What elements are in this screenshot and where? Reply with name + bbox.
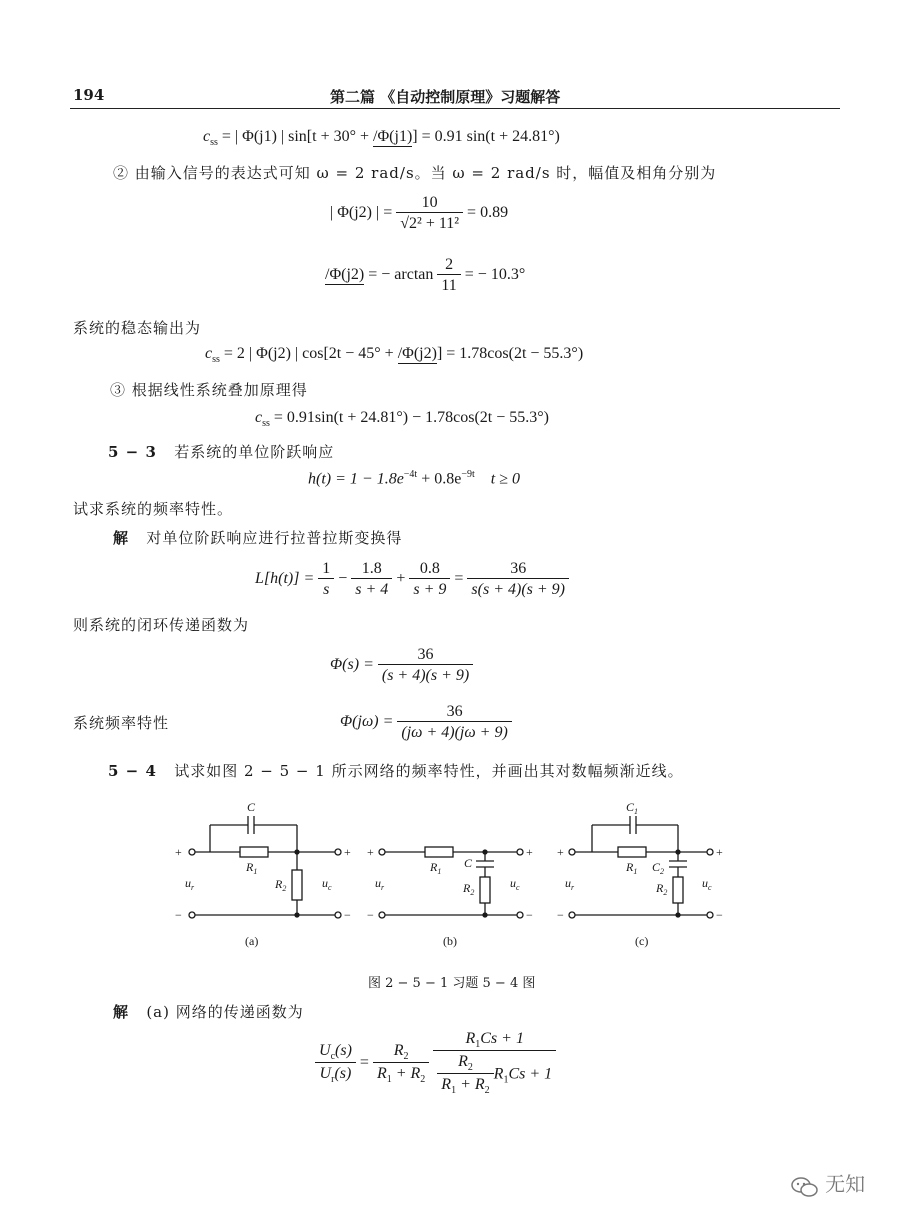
circuit-c-ur-label: $u_r$ xyxy=(565,876,575,892)
freq-char-label: 系统频率特性 xyxy=(73,714,170,732)
page-number: 194 xyxy=(73,86,105,104)
circuit-a-plus-in: + xyxy=(175,845,182,859)
circuit-a-r1-label: $R_1$ xyxy=(246,860,258,876)
circuit-b-plus-in: + xyxy=(367,845,374,859)
circuit-a-minus-in: − xyxy=(175,908,182,922)
running-header: 第二篇 《自动控制原理》习题解答 xyxy=(330,88,561,106)
magnitude-equation: | Φ(j2) | = $\frac{10}{\text{√2² + 11²}}$ = 0.89 xyxy=(330,194,509,232)
transfer-function-equation: $\frac{U_c(s)}{U_r(s)}$ = $\frac{R_2}{R_1 + R_2}$ $R_1Cs + 1$ $\frac{R_2}{R_1 + R_2}$ $R_1Cs + 1$ xyxy=(315,1030,556,1097)
freq-char-equation: Φ(jω) = $\frac{36}{(j\omega + 4)(j\omega + 9)}$ xyxy=(340,703,512,742)
closed-loop-equation: Φ(s) = $\frac{36}{(s + 4)(s + 9)}$ xyxy=(330,646,473,685)
css-equation-1: $c_{ss}$ = | Φ(j1) | sin[t + 30° + /Φ(j1)] = 0.91 sin(t + 24.81°) xyxy=(203,128,560,149)
circuit-b xyxy=(379,847,523,918)
item-3-text: ③ 根据线性系统叠加原理得 xyxy=(110,381,308,399)
watermark xyxy=(790,1168,865,1200)
circuit-a xyxy=(189,816,341,918)
circuit-c-plus-out: + xyxy=(716,845,723,859)
circuit-c-caption: (c) xyxy=(635,934,649,948)
circuit-c-c2-label: $C_2$ xyxy=(652,860,665,876)
problem-5-3-heading: 5 − 3 若系统的单位阶跃响应 xyxy=(108,443,335,461)
steady-output-label: 系统的稳态输出为 xyxy=(73,319,202,337)
circuit-c-plus-in: + xyxy=(557,845,564,859)
wechat-icon xyxy=(790,1174,820,1200)
circuit-b-minus-in: − xyxy=(367,908,374,922)
css-equation-2: $c_{ss} = 2$ | Φ(j2) | cos[2t − 45° + /Φ(j2)] = 1.78cos(2t − 55.3°) xyxy=(205,345,584,366)
item-2-text: ② 由输入信号的表达式可知 ω = 2 rad/s。当 ω = 2 rad/s 时，幅值及相角分别为 xyxy=(113,164,717,182)
solution-5-4-intro: 解 (a) 网络的传递函数为 xyxy=(113,1003,304,1021)
circuit-a-ur-label: $u_r$ xyxy=(185,876,195,892)
circuit-c-uc-label: $u_c$ xyxy=(702,876,712,892)
circuit-c-r2-label: $R_2$ xyxy=(656,881,668,897)
header-rule xyxy=(70,108,840,109)
laplace-equation: L[h(t)] = $\frac{1}{s}$ − $\frac{1.8}{s + 4}$ + $\frac{0.8}{s + 9}$ = $\frac{36}{s(s + 4)(s + 9)}$ xyxy=(255,560,569,599)
circuit-a-uc-label: $u_c$ xyxy=(322,876,332,892)
circuit-a-r2-label: $R_2$ xyxy=(275,877,287,893)
circuit-b-ur-label: $u_r$ xyxy=(375,876,385,892)
circuit-b-minus-out: − xyxy=(526,908,533,922)
problem-5-3-ask: 试求系统的频率特性。 xyxy=(73,500,234,518)
circuit-b-caption: (b) xyxy=(443,934,457,948)
closed-loop-label: 则系统的闭环传递函数为 xyxy=(73,616,250,634)
circuit-c-r1-label: $R_1$ xyxy=(626,860,638,876)
circuit-c-minus-in: − xyxy=(557,908,564,922)
circuit-a-c-label: C xyxy=(247,800,256,814)
circuit-figure xyxy=(160,795,750,955)
circuit-a-caption: (a) xyxy=(245,934,259,948)
figure-caption: 图 2 − 5 − 1 习题 5 − 4 图 xyxy=(368,976,536,991)
circuit-a-plus-out: + xyxy=(344,845,351,859)
circuit-b-uc-label: $u_c$ xyxy=(510,876,520,892)
problem-5-4-heading: 5 − 4 试求如图 2 − 5 − 1 所示网络的频率特性，并画出其对数幅频渐近线。 xyxy=(108,762,684,780)
circuit-b-plus-out: + xyxy=(526,845,533,859)
angle-equation: /Φ(j2) = − arctan $\frac{2}{11}$ = − 10.3° xyxy=(325,256,526,294)
circuit-b-r1-label: $R_1$ xyxy=(430,860,442,876)
circuit-a-minus-out: − xyxy=(344,908,351,922)
watermark-text: 无知 xyxy=(825,1172,866,1196)
circuit-c-c1-label: $C_1$ xyxy=(626,800,639,816)
css-equation-3: $c_{ss} = 0.91\sin(t + 24.81^\circ) - 1.78\cos(2t - 55.3^\circ)$ xyxy=(255,409,549,430)
circuit-c-minus-out: − xyxy=(716,908,723,922)
circuit-b-r2-label: $R_2$ xyxy=(463,881,475,897)
circuit-b-c-label: C xyxy=(464,856,473,870)
circuit-c xyxy=(569,816,713,918)
step-response-equation: $h(t) = 1 - 1.8e^{-4t} + 0.8e^{-9t}$ t ≥ 0 xyxy=(308,469,520,488)
solution-5-3-intro: 解 对单位阶跃响应进行拉普拉斯变换得 xyxy=(113,529,403,547)
